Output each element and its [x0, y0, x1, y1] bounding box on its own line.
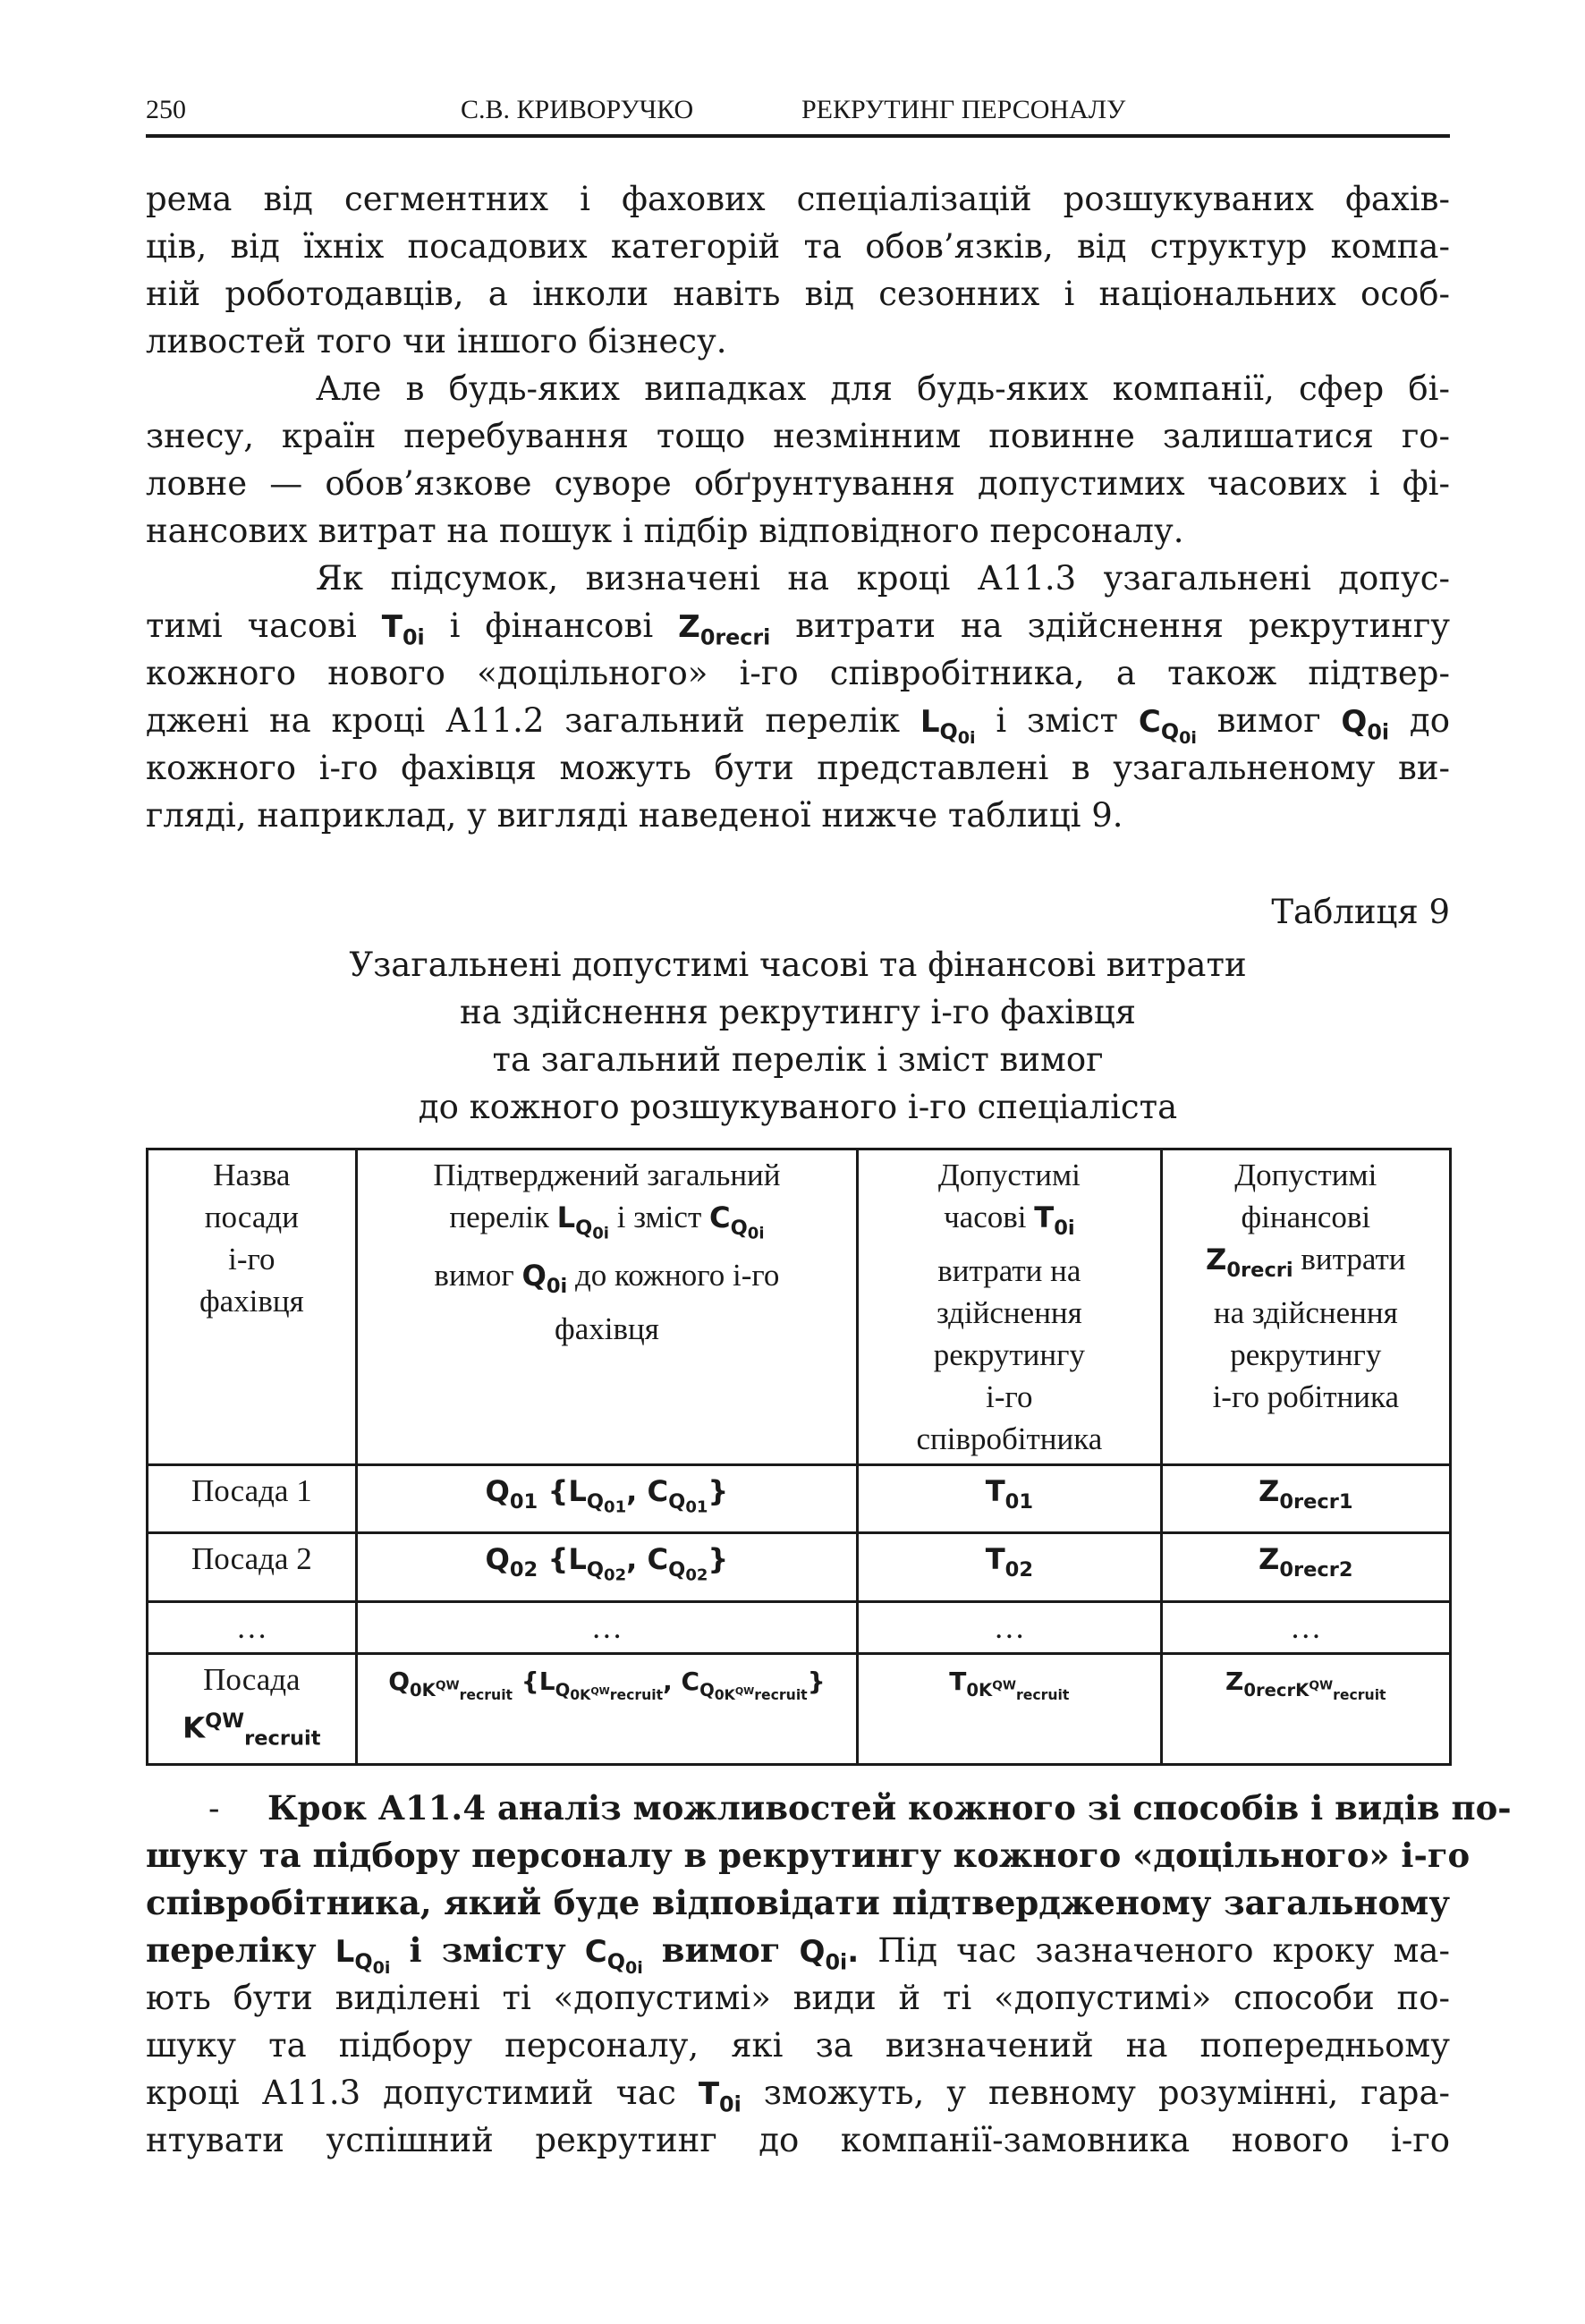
formula-CQ0i: $C_{Q_{0i}}$	[1138, 704, 1197, 749]
text-line: джені на кроці А11.2 загальний перелік $L_{Q_{0i}}$ і зміст $C_{Q_{0i}}$ вимог $Q_{0i}$ до	[146, 701, 1450, 749]
cell-requirements: $Q_{01}$ {$L_{Q_{01}}$, $C_{Q_{01}}$}	[356, 1465, 857, 1533]
caption-line: та загальний перелік і зміст вимог	[492, 1040, 1104, 1079]
text-line: переліку $L_{Q_{0i}}$ і змісту $C_{Q_{0i}}$ вимог $Q_{0i}$. Під час зазначеного кроку ма-	[146, 1930, 1450, 1979]
text-line: гляді, наприклад, у вигляді наведеної нижче таблиці 9.	[146, 796, 1123, 835]
cell-requirements: $Q_{02}$ {$L_{Q_{02}}$, $C_{Q_{02}}$}	[356, 1533, 857, 1601]
page-number: 250	[146, 95, 186, 124]
caption-line: на здійснення рекрутингу і-го фахівця	[460, 993, 1136, 1031]
cell-ellipsis: …	[1161, 1601, 1450, 1653]
cell-ellipsis: …	[858, 1601, 1161, 1653]
cell-ellipsis: …	[356, 1601, 857, 1653]
formula-Q0i: $Q_{0i}$	[1341, 704, 1390, 745]
text-line: - Крок А11.4 аналіз можливостей кожного зі способів і видів по-	[208, 1788, 1512, 1828]
text-line: Як підсумок, визначені на кроці А11.3 узагальнені допус-	[316, 559, 1450, 598]
running-header	[146, 88, 1450, 138]
text-line: ють бути виділені ті «допустимі» види й ті «допустимі» способи по-	[146, 1979, 1450, 2017]
text-line: рема від сегментних і фахових спеціалізацій розшукуваних фахів-	[146, 180, 1450, 218]
text-line: шуку та підбору персоналу в рекрутингу кожного «доцільного» і-го	[146, 1836, 1471, 1875]
cell-position: Посада $K^{QW}_{recruit}$	[148, 1653, 357, 1765]
table-row	[148, 1465, 1451, 1533]
paragraph-1	[146, 175, 1450, 365]
text-line: шуку та підбору персоналу, які за визначений на попередньому	[146, 2026, 1450, 2065]
cell-time: $T_{0K^{QW}_{recruit}}$	[858, 1653, 1161, 1765]
cell-time: $T_{01}$	[858, 1465, 1161, 1533]
formula-LQ0i: $L_{Q_{0i}}$	[920, 704, 976, 749]
cell-requirements: $Q_{0K^{QW}_{recruit}}$ {$L_{Q_{0K^{QW}recruit}}$, $C_{Q_{0K^{QW}recruit}}$}	[356, 1653, 857, 1765]
paragraph-3	[146, 555, 1450, 839]
caption-line: до кожного розшукуваного і-го спеціаліста	[418, 1088, 1178, 1126]
header-cell-financial-costs: Допустимі фінансові $Z_{0recri}$ витрати на здійснення рекрутингу і-го робітника	[1161, 1149, 1450, 1465]
formula-T0i: $T_{0i}$	[381, 609, 425, 650]
text-line: тимі часові $T_{0i}$ і фінансові $Z_{0recri}$ витрати на здійснення рекрутингу	[146, 606, 1451, 650]
cell-time: $T_{02}$	[858, 1533, 1161, 1601]
header-book-title: РЕКРУТИНГ ПЕРСОНАЛУ	[801, 95, 1126, 124]
cell-finance: $Z_{0recr2}$	[1161, 1533, 1450, 1601]
text-line: ній роботодавців, а інколи навіть від сезонних і національних особ-	[146, 275, 1450, 313]
text-line: кожного нового «доцільного» і-го співробітника, а також підтвер-	[146, 654, 1450, 692]
header-cell-requirements: Підтверджений загальний перелік $L_{Q_{0i}}$ і зміст $C_{Q_{0i}}$ вимог $Q_{0i}$ до кожного і-го фахівця	[356, 1149, 857, 1465]
table-caption	[146, 941, 1450, 1131]
header-author: С.В. КРИВОРУЧКО	[461, 95, 694, 124]
text-line: ловне — обов’язкове суворе обґрунтування допустимих часових і фі-	[146, 464, 1450, 503]
table-row	[148, 1533, 1451, 1601]
cell-position: Посада 2	[148, 1533, 357, 1601]
cell-position: Посада 1	[148, 1465, 357, 1533]
header-cell-position: Назва посади і-го фахівця	[148, 1149, 357, 1465]
step-paragraph	[146, 1785, 1512, 2164]
table-header-row	[148, 1149, 1451, 1465]
text-line: ливостей того чи іншого бізнесу.	[146, 322, 727, 360]
table-row	[148, 1601, 1451, 1653]
cell-finance: $Z_{0recrK^{QW}_{recruit}}$	[1161, 1653, 1450, 1765]
table-number: Таблиця 9	[1271, 893, 1450, 931]
text-line: Але в будь-яких випадках для будь-яких компанії, сфер бі-	[316, 369, 1450, 408]
text-line: ців, від їхніх посадових категорій та обов’язків, від структур компа-	[146, 227, 1450, 266]
table-row	[148, 1653, 1451, 1765]
header-cell-time-costs: Допустимі часові $T_{0i}$ витрати на здійснення рекрутингу і-го співробітника	[858, 1149, 1161, 1465]
formula-Z0recri: $Z_{0recri}$	[678, 609, 771, 650]
cell-finance: $Z_{0recr1}$	[1161, 1465, 1450, 1533]
text-line: співробітника, який буде відповідати підтвердженому загальному	[146, 1883, 1450, 1922]
text-line: кроці А11.3 допустимий час $T_{0i}$ зможуть, у певному розумінні, гара-	[146, 2074, 1450, 2117]
caption-line: Узагальнені допустимі часові та фінансові витрати	[349, 946, 1247, 984]
text-line: нтувати успішний рекрутинг до компанії-замовника нового і-го	[146, 2121, 1450, 2159]
paragraph-2	[146, 365, 1450, 555]
requirements-table	[146, 1148, 1452, 1766]
text-line: нансових витрат на пошук і підбір відповідного персоналу.	[146, 512, 1184, 550]
text-line: знесу, країн перебування тощо незмінним повинне залишатися го-	[146, 417, 1450, 455]
cell-ellipsis: …	[148, 1601, 357, 1653]
text-line: кожного і-го фахівця можуть бути представлені в узагальненому ви-	[146, 749, 1450, 787]
